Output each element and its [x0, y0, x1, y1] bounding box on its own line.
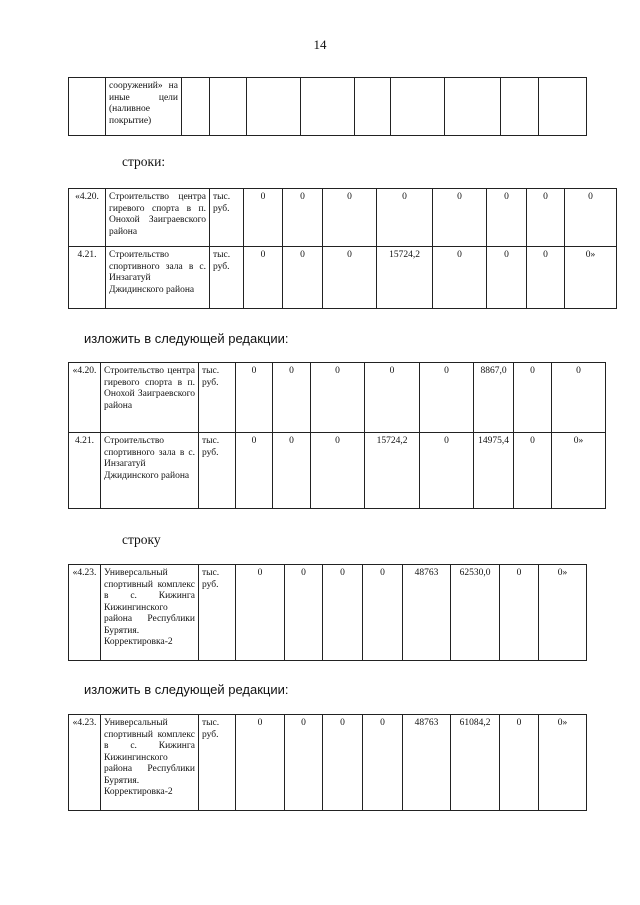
cell: [69, 78, 106, 136]
value-cell: 0»: [539, 715, 587, 811]
value-cell: 62530,0: [451, 565, 500, 661]
value-cell: 0: [433, 189, 487, 247]
value-cell: 0: [323, 565, 363, 661]
cell: [391, 78, 445, 136]
top-fragment-table: [68, 77, 587, 136]
value-cell: 0: [273, 363, 311, 433]
value-cell: 0: [487, 247, 527, 309]
table-old-4-23: [68, 564, 587, 661]
value-cell: 0: [236, 363, 273, 433]
caption-rows: строки:: [122, 154, 166, 169]
value-cell: 0: [323, 715, 363, 811]
value-cell: 0: [433, 247, 487, 309]
page-number: 14: [313, 37, 327, 52]
value-cell: 0: [377, 189, 433, 247]
value-cell: 0: [244, 189, 283, 247]
row-name: Строительство центра гиревого спорта в п. Онохой Заиграевского района: [101, 363, 199, 433]
table-row: [69, 433, 606, 509]
caption-new-edition: изложить в следующей редакции:: [84, 331, 289, 346]
row-unit: тыс. руб.: [199, 715, 236, 811]
cell: [445, 78, 501, 136]
value-cell: 0»: [552, 433, 606, 509]
value-cell: 0: [273, 433, 311, 509]
cell: [355, 78, 391, 136]
caption-new-edition-2: изложить в следующей редакции:: [84, 682, 289, 697]
value-cell: 0: [244, 247, 283, 309]
value-cell: 0: [527, 189, 565, 247]
table-row: [69, 247, 617, 309]
table-row: [69, 715, 587, 811]
value-cell: 0: [487, 189, 527, 247]
cell: [501, 78, 539, 136]
value-cell: 0: [323, 247, 377, 309]
value-cell: 0: [365, 363, 420, 433]
table-old-4-20-4-21: [68, 188, 617, 309]
value-cell: 0: [565, 189, 617, 247]
value-cell: 0: [236, 433, 273, 509]
value-cell: 8867,0: [474, 363, 514, 433]
row-name: Универсальный спортивный комплекс в с. Кижинга Кижингинского района Республики Бурятия. Корректировка-2: [101, 715, 199, 811]
row-number: 4.21.: [69, 433, 101, 509]
row-unit: тыс. руб.: [199, 433, 236, 509]
row-number: «4.23.: [69, 715, 101, 811]
value-cell: 0: [236, 565, 285, 661]
value-cell: 0: [552, 363, 606, 433]
table-row: [69, 189, 617, 247]
value-cell: 14975,4: [474, 433, 514, 509]
value-cell: 0: [285, 715, 323, 811]
cell: [539, 78, 587, 136]
row-number: 4.21.: [69, 247, 106, 309]
row-number: «4.20.: [69, 189, 106, 247]
value-cell: 0: [283, 189, 323, 247]
value-cell: 0: [514, 433, 552, 509]
value-cell: 0: [420, 433, 474, 509]
row-number: «4.23.: [69, 565, 101, 661]
value-cell: 0»: [539, 565, 587, 661]
value-cell: 0: [285, 565, 323, 661]
row-name: Универсальный спортивный комплекс в с. Кижинга Кижингинского района Республики Бурятия. Корректировка-2: [101, 565, 199, 661]
cell: [301, 78, 355, 136]
value-cell: 0: [420, 363, 474, 433]
value-cell: 0: [500, 565, 539, 661]
value-cell: 0: [311, 363, 365, 433]
value-cell: 0: [514, 363, 552, 433]
cell: [247, 78, 301, 136]
value-cell: 48763: [403, 565, 451, 661]
value-cell: 0: [527, 247, 565, 309]
row-unit: тыс. руб.: [210, 189, 244, 247]
value-cell: 0: [363, 715, 403, 811]
table-new-4-23: [68, 714, 587, 811]
fragment-name-cell: сооружений» на иные цели (наливное покрытие): [106, 78, 182, 136]
value-cell: 0: [283, 247, 323, 309]
value-cell: 0: [363, 565, 403, 661]
row-unit: тыс. руб.: [199, 363, 236, 433]
row-number: «4.20.: [69, 363, 101, 433]
value-cell: 61084,2: [451, 715, 500, 811]
value-cell: 0: [236, 715, 285, 811]
value-cell: 48763: [403, 715, 451, 811]
table-row: [69, 565, 587, 661]
row-name: Строительство спортивного зала в с. Инзагатуй Джидинского района: [106, 247, 210, 309]
value-cell: 15724,2: [377, 247, 433, 309]
table-new-4-20-4-21: [68, 362, 606, 509]
row-name: Строительство центра гиревого спорта в п. Онохой Заиграевского района: [106, 189, 210, 247]
table-row: [69, 363, 606, 433]
value-cell: 15724,2: [365, 433, 420, 509]
row-unit: тыс. руб.: [199, 565, 236, 661]
cell: [210, 78, 247, 136]
caption-row: строку: [122, 532, 161, 547]
row-name: Строительство спортивного зала в с. Инзагатуй Джидинского района: [101, 433, 199, 509]
value-cell: 0: [311, 433, 365, 509]
cell: [182, 78, 210, 136]
value-cell: 0: [500, 715, 539, 811]
row-unit: тыс. руб.: [210, 247, 244, 309]
value-cell: 0»: [565, 247, 617, 309]
value-cell: 0: [323, 189, 377, 247]
